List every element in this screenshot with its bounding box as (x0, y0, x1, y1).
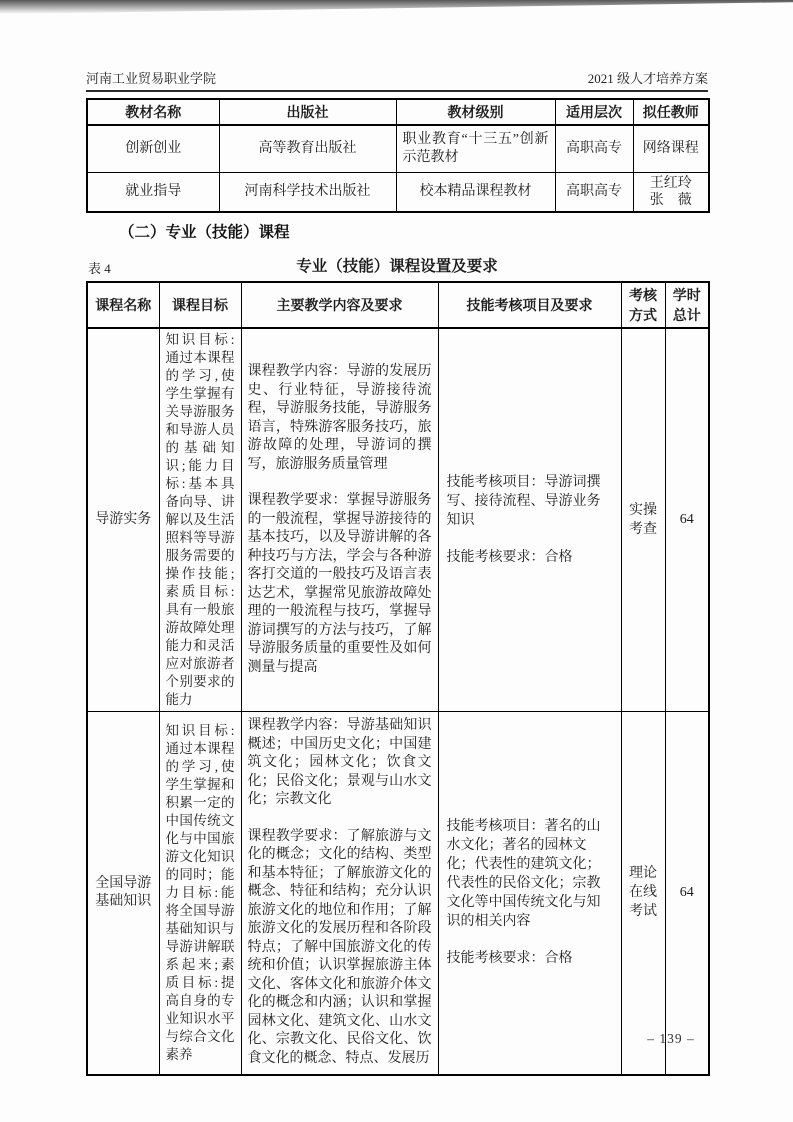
col-header-layer: 适用层次 (555, 99, 633, 125)
cell-layer: 高职高专 (555, 172, 633, 212)
teacher-name: 张 薇 (649, 192, 692, 208)
col-header-level: 教材级别 (396, 99, 555, 125)
page-number: – 139 – (647, 1031, 695, 1046)
col-header-course-name: 课程名称 (87, 282, 159, 328)
cell-course-name: 全国导游基础知识 (87, 712, 159, 1075)
cell-total-hours: 64 (665, 712, 709, 1075)
cell-textbook-name: 创新创业 (87, 125, 219, 172)
cell-level: 校本精品课程教材 (396, 172, 555, 212)
cell-teacher: 网络课程 (633, 125, 709, 172)
table-caption (86, 256, 708, 277)
col-header-content: 主要教学内容及要求 (241, 282, 438, 328)
table-number-label: 表 4 (88, 261, 111, 276)
table-row (87, 712, 709, 1075)
cell-level: 职业教育“十三五”创新示范教材 (396, 125, 555, 172)
teaching-requirements-paragraph: 课程教学要求：掌握导游服务的一般流程，掌握导游接待的基本技巧，以及导游讲解的各种技巧与方法，学会与各种游客打交道的一般技巧及语言表达艺术，掌握常见旅游故障处理的一般流程与技巧，掌握导游词撰写的方法与技巧，了解导游服务质量的重要性及如何测量与提高 (247, 493, 432, 675)
col-header-publisher: 出版社 (219, 99, 396, 125)
cell-skill-assessment (438, 712, 621, 1075)
page-content (86, 0, 708, 1076)
assessment-items-paragraph: 技能考核项目：导游词撰写、接待流程、导游业务知识 (446, 475, 601, 528)
cell-course-objectives: 知识目标:通过本课程的学习,使学生掌握和积累一定的中国传统文化与中国旅游文化知识的同时；能力目标:能将全国导游基础知识与导游讲解联系起来;素质目标:提高自身的专业知识水平与综合文化素养 (159, 712, 241, 1075)
cell-course-name: 导游实务 (87, 328, 159, 712)
assessment-requirement-paragraph: 技能考核要求：合格 (446, 951, 573, 967)
table-row (87, 125, 709, 172)
header-rule (86, 90, 708, 92)
table-row (87, 172, 709, 212)
cell-assessment-method: 实操考查 (621, 328, 665, 712)
cell-teacher (633, 172, 709, 212)
col-header-textbook-name: 教材名称 (87, 99, 219, 125)
textbook-table-header-row (87, 99, 709, 125)
section-heading: （二）专业（技能）课程 (119, 224, 290, 241)
course-table-header-row (87, 282, 709, 328)
col-header-assessment: 技能考核项目及要求 (438, 282, 621, 328)
col-header-method: 考核方式 (621, 282, 665, 328)
teaching-content-paragraph: 课程教学内容：导游基础知识概述；中国历史文化；中国建筑文化；园林文化；饮食文化；民俗文化；景观与山水文化；宗教文化 (247, 718, 432, 808)
cell-total-hours: 64 (665, 328, 709, 712)
header-plan-title: 2021 级人才培养方案 (587, 71, 708, 86)
textbook-table (86, 98, 710, 213)
table-row (87, 328, 709, 712)
page-header (86, 0, 708, 87)
teaching-content-paragraph: 课程教学内容：导游的发展历史、行业特征，导游接待流程，导游服务技能，导游服务语言，特殊游客服务技巧，旅游故障的处理，导游词的撰写，旅游服务质量管理 (247, 364, 432, 472)
course-table (86, 281, 710, 1076)
cell-course-objectives: 知识目标:通过本课程的学习,使学生掌握有关导游服务和导游人员的基础知识;能力目标:基本具备向导、讲解以及生活照料等导游服务需要的操作技能;素质目标:具有一般旅游故障处理能力和灵活应对旅游者个别要求的能力 (159, 328, 241, 712)
cell-publisher: 高等教育出版社 (219, 125, 396, 172)
teaching-requirements-paragraph: 课程教学要求：了解旅游与文化的概念；文化的结构、类型和基本特征；了解旅游文化的概念、特征和结构；充分认识旅游文化的地位和作用；了解旅游文化的发展历程和各阶段特点；了解中国旅游文化的传统和价值；认识掌握旅游主体文化、客体文化和旅游介体文化的概念和内涵；认识和掌握园林文化、建筑文化、山水文化、宗教文化、民俗文化、饮食文化的概念、特点、发展历 (247, 828, 432, 1066)
table-title: 专业（技能）课程设置及要求 (296, 258, 498, 275)
col-header-teacher: 拟任教师 (633, 99, 709, 125)
assessment-items-paragraph: 技能考核项目：著名的山水文化；著名的园林文化；代表性的建筑文化；代表性的民俗文化；宗教文化等中国传统文化与知识的相关内容 (446, 819, 601, 930)
cell-assessment-method: 理论在线考试 (621, 712, 665, 1075)
teacher-name: 王红玲 (649, 175, 692, 191)
cell-layer: 高职高专 (555, 125, 633, 172)
col-header-hours: 学时总计 (665, 282, 709, 328)
assessment-requirement-paragraph: 技能考核要求：合格 (446, 550, 573, 565)
cell-publisher: 河南科学技术出版社 (219, 172, 396, 212)
cell-textbook-name: 就业指导 (87, 172, 219, 212)
cell-teaching-content (241, 712, 438, 1075)
header-school-name: 河南工业贸易职业学院 (86, 71, 217, 86)
cell-skill-assessment (438, 328, 621, 712)
col-header-objectives: 课程目标 (159, 282, 241, 328)
cell-teaching-content (241, 328, 438, 712)
